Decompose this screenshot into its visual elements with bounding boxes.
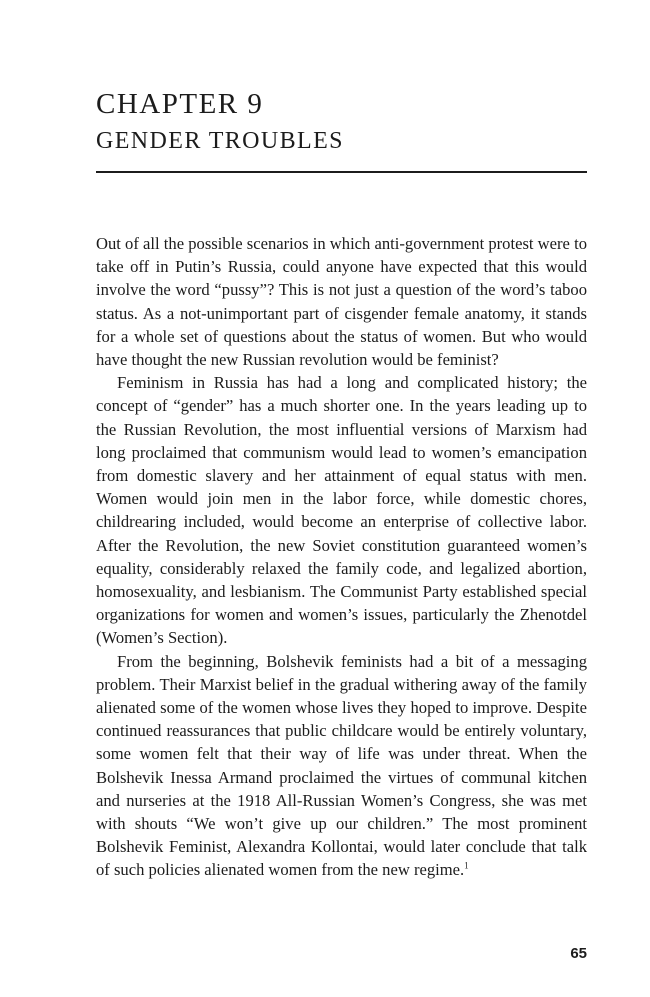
paragraph-1 bbox=[96, 232, 587, 371]
paragraph-2-text: Feminism in Russia has had a long and complicated history; the concept of “gender” has a much shorter one. In the years leading up to the Russian Revolution, the most influential versions of Marxism had long proclaimed that communism would lead to women’s emancipation from domestic slavery and her attainment of equal status with men. Women would join men in the labor force, while domestic chores, childrearing included, would become an enterprise of collective labor. After the Revolution, the new Soviet constitution guaranteed women’s equality, considerably relaxed the family code, and legalized abortion, homosexuality, and lesbianism. The Communist Party established special organizations for women and women’s issues, particularly the Zhenotdel (Women’s Section). bbox=[96, 373, 587, 648]
paragraph-2 bbox=[96, 371, 587, 649]
paragraph-3 bbox=[96, 650, 587, 882]
paragraph-3-text: From the beginning, Bolshevik feminists had a bit of a messaging problem. Their Marxist belief in the gradual withering away of the family alienated some of the women whose lives they hoped to improve. Despite continued reassurances that public childcare would be entirely voluntary, some women felt that their way of life was under threat. When the Bolshevik Inessa Armand proclaimed the virtues of communal kitchen and nurseries at the 1918 All-Russian Women’s Congress, she was met with shouts “We won’t give up our children.” The most prominent Bolshevik Feminist, Alexandra Kollontai, would later conclude that talk of such policies alienated women from the new regime. bbox=[96, 651, 587, 880]
paragraph-1-text: Out of all the possible scenarios in which anti-government protest were to take off in Putin’s Russia, could anyone have expected that this would involve the word “pussy”? This is not just a question of the word’s taboo status. As a not-unimportant part of cisgender female anatomy, it stands for a whole set of questions about the status of women. But who would have thought the new Russian revolution would be feminist? bbox=[96, 234, 587, 370]
footnote-reference[interactable]: 1 bbox=[464, 860, 469, 871]
heading-rule bbox=[96, 171, 587, 173]
chapter-body bbox=[96, 232, 587, 882]
chapter-heading bbox=[96, 86, 587, 156]
page-number: 65 bbox=[570, 945, 587, 962]
chapter-number: CHAPTER 9 bbox=[96, 88, 264, 120]
chapter-title: GENDER TROUBLES bbox=[96, 128, 344, 154]
